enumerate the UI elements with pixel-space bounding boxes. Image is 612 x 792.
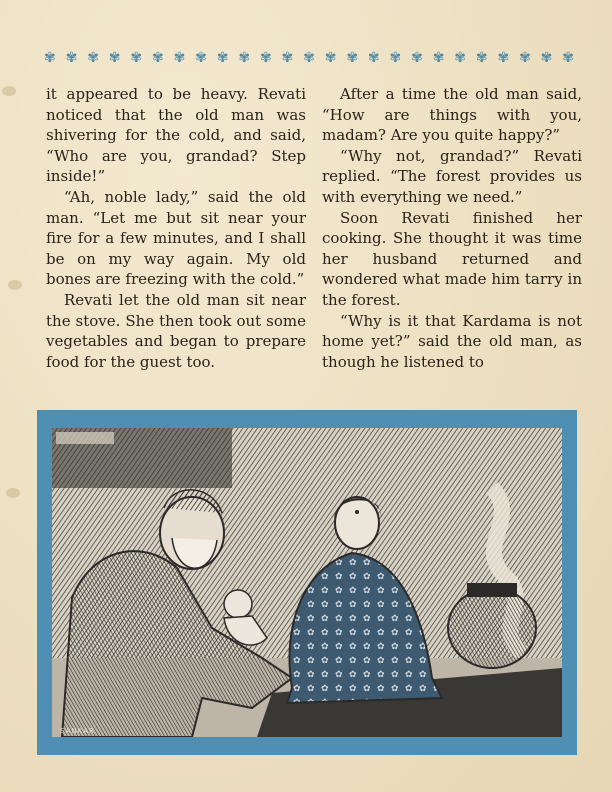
ornament-flower-icon: ✾ <box>346 50 359 66</box>
ornament-flower-icon: ✾ <box>151 50 164 66</box>
ornament-flower-icon: ✾ <box>238 50 251 66</box>
ornament-flower-icon: ✾ <box>324 50 337 66</box>
ornament-flower-icon: ✾ <box>519 50 531 66</box>
illustration-old-man-revati-stove <box>52 428 562 737</box>
window-bars <box>56 432 114 444</box>
ornament-flower-icon: ✾ <box>65 50 78 66</box>
cooking-pot <box>448 588 536 668</box>
ornament-flower-icon: ✾ <box>281 50 294 66</box>
page-hole <box>8 280 22 290</box>
page-hole <box>6 488 20 498</box>
page-hole <box>2 86 16 96</box>
illustration-frame <box>37 410 577 755</box>
ornament-flower-icon: ✾ <box>87 50 99 66</box>
text-column-left <box>46 84 306 372</box>
text-column-right <box>322 84 582 372</box>
ornament-flower-icon: ✾ <box>367 50 380 66</box>
ornament-flower-icon: ✾ <box>475 50 488 66</box>
ornament-flower-icon: ✾ <box>562 50 574 66</box>
ornament-flower-icon: ✾ <box>216 50 229 66</box>
ornament-flower-icon: ✾ <box>173 50 186 66</box>
ornament-flower-icon: ✾ <box>497 50 510 66</box>
ornament-flower-icon: ✾ <box>411 50 423 66</box>
ornament-flower-icon: ✾ <box>303 50 315 66</box>
ornament-flower-icon: ✾ <box>454 50 467 66</box>
ornamental-border <box>44 50 574 66</box>
ornament-flower-icon: ✾ <box>44 50 56 66</box>
paragraph: Soon Revati finished her cooking. She thought it was time her husband returned and wondered what made him tarry in the forest. <box>322 208 582 309</box>
ornament-flower-icon: ✾ <box>195 50 207 66</box>
paragraph: “Why not, grandad?” Revati replied. “The forest provides us with everything we need.” <box>322 146 582 206</box>
paragraph: it appeared to be heavy. Revati noticed that the old man was shivering for the cold, and said, “Who are you, grandad? Step inside!” <box>46 85 306 186</box>
ornament-flower-icon: ✾ <box>130 50 143 66</box>
illustrator-signature: SANKAR <box>60 727 95 735</box>
paragraph: Revati let the old man sit near the stove. She then took out some vegetables and began to prepare food for the guest too. <box>46 290 306 371</box>
paragraph: After a time the old man said, “How are things with you, madam? Are you quite happy?” <box>322 85 582 145</box>
ornament-flower-icon: ✾ <box>108 50 121 66</box>
paragraph: “Ah, noble lady,” said the old man. “Let me but sit near your fire for a few minutes, and I shall be on my way again. My old bones are freezing with the cold.” <box>46 187 306 289</box>
ornament-flower-icon: ✾ <box>540 50 553 66</box>
ornament-flower-icon: ✾ <box>432 50 445 66</box>
paragraph: “Why is it that Kardama is not home yet?” said the old man, as though he listened to <box>322 311 582 371</box>
ornament-flower-icon: ✾ <box>389 50 402 66</box>
child-head <box>224 590 252 618</box>
ornament-flower-icon: ✾ <box>259 50 272 66</box>
